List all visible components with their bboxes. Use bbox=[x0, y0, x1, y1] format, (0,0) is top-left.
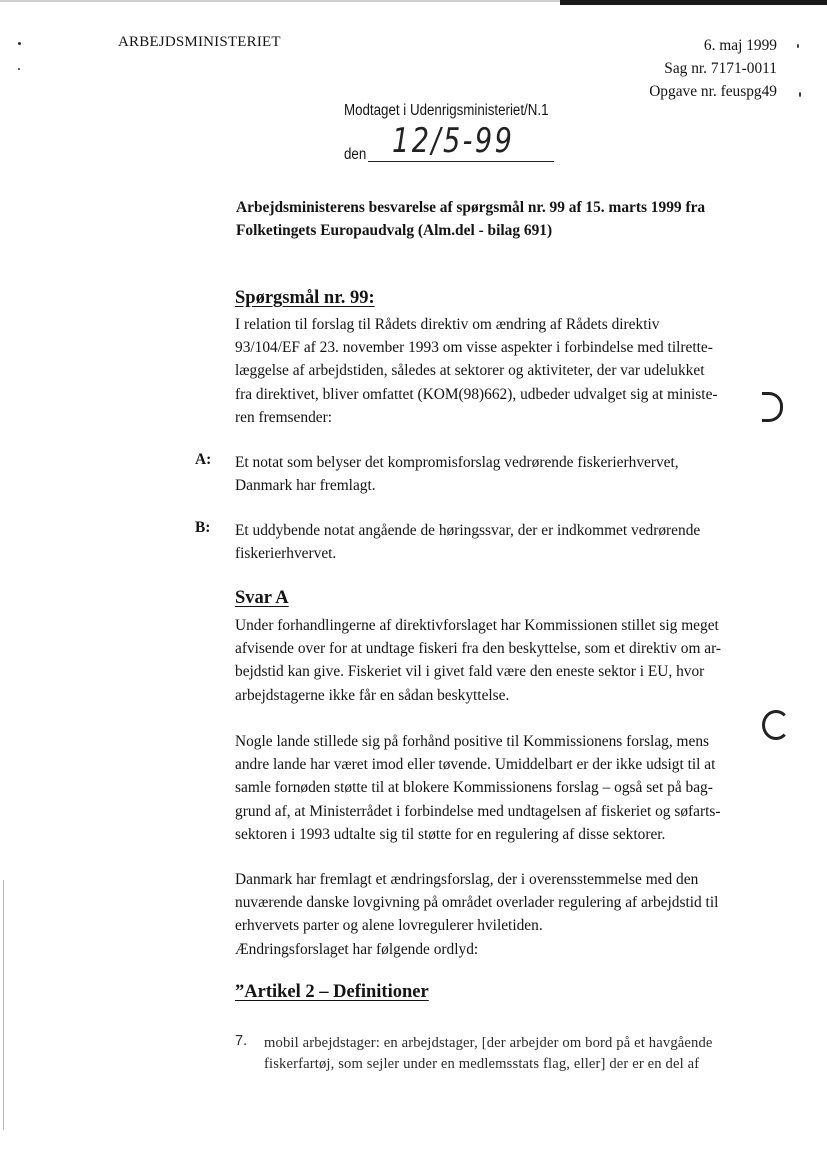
scan-speck bbox=[799, 92, 801, 97]
article-item-text bbox=[264, 1033, 776, 1075]
received-stamp-title: Modtaget i Udenrigsministeriet/N.1 bbox=[344, 102, 549, 119]
question-heading: Spørgsmål nr. 99: bbox=[235, 288, 375, 308]
intro-line: Arbejdsministerens besvarelse af spørgsmål nr. 99 af 15. marts 1999 fra bbox=[236, 199, 706, 216]
text-line: Ændringsforslaget har følgende ordlyd: bbox=[235, 940, 479, 958]
scan-speck bbox=[797, 44, 799, 48]
punch-hole-mark bbox=[762, 392, 783, 422]
article-item-number: 7. bbox=[235, 1033, 248, 1049]
letter-date: 6. maj 1999 bbox=[703, 37, 777, 54]
text-line: Danmark har fremlagt. bbox=[235, 477, 376, 495]
text-line: arbejdstagerne ikke får en sådan beskyttelse. bbox=[235, 686, 510, 704]
received-stamp-line bbox=[368, 161, 554, 162]
article-heading: ”Artikel 2 – Definitioner bbox=[235, 982, 429, 1002]
received-stamp-den-label: den bbox=[344, 146, 367, 163]
text-line: mobil arbejdstager: en arbejdstager, [der arbejder om bord på et havgående bbox=[264, 1035, 713, 1051]
handwritten-received-date: 12/5-99 bbox=[392, 121, 515, 161]
text-line: Nogle lande stillede sig på forhånd positive til Kommissionens forslag, mens bbox=[235, 733, 710, 750]
text-line: bejdstid kan give. Fiskeriet vil i givet fald være den eneste sektor i EU, hvor bbox=[235, 663, 705, 681]
text-line: Et notat som belyser det kompromisforslag vedrørende fiskerierhvervet, bbox=[235, 454, 679, 471]
answer-a-heading: Svar A bbox=[235, 588, 289, 608]
answer-a-paragraph-1 bbox=[235, 614, 775, 707]
intro-heading bbox=[236, 196, 776, 242]
task-number: Opgave nr. feuspg49 bbox=[649, 83, 777, 100]
text-line: fra direktivet, bliver omfattet (KOM(98)662), udbeder udvalget sig at ministe- bbox=[235, 385, 718, 403]
text-line: sektoren i 1993 udtalte sig til støtte for en regulering af disse sektorer. bbox=[235, 825, 666, 843]
text-line: samle fornøden støtte til at blokere Kommissionens forslag – også set på bag- bbox=[235, 779, 713, 797]
text-line: læggelse af arbejdstiden, således at sektorer og aktiviteter, der var udelukket bbox=[235, 362, 705, 380]
item-a-text bbox=[235, 451, 775, 497]
text-line: nuværende danske lovgivning på området overlader regulering af arbejdstid til bbox=[235, 894, 719, 912]
item-b-text bbox=[235, 519, 775, 565]
text-line: afvisende over for at undtage fiskeri fra den beskyttelse, som et direktiv om ar- bbox=[235, 640, 722, 658]
intro-line: Folketingets Europaudvalg (Alm.del - bilag 691) bbox=[236, 222, 553, 239]
question-text bbox=[235, 313, 775, 429]
scan-edge-dark bbox=[560, 0, 827, 5]
text-line: fiskerfartøj, som sejler under en medlemsstats flag, eller] der er en del af bbox=[264, 1056, 700, 1072]
text-line: 93/104/EF af 23. november 1993 om visse aspekter i forbindelse med tilrette- bbox=[235, 339, 713, 357]
text-line: erhvervets parter og alene lovregulerer hviletiden. bbox=[235, 917, 543, 935]
answer-a-paragraph-2 bbox=[235, 730, 775, 846]
scan-speck bbox=[18, 42, 21, 45]
text-line: andre lande har været imod eller tøvende. Umiddelbart er der ikke udsigt til at bbox=[235, 756, 716, 774]
text-line: Under forhandlingerne af direktivforslaget har Kommissionen stillet sig meget bbox=[235, 617, 719, 634]
text-line: grund af, at Ministerrådet i forbindelse med undtagelsen af fiskeriet og søfarts- bbox=[235, 802, 721, 820]
answer-a-paragraph-3 bbox=[235, 868, 775, 961]
text-line: Danmark har fremlagt et ændringsforslag, der i overensstemmelse med den bbox=[235, 871, 699, 888]
ministry-name: ARBEJDSMINISTERIET bbox=[118, 34, 281, 50]
text-line: ren fremsender: bbox=[235, 408, 332, 426]
text-line: Et uddybende notat angående de høringssvar, der er indkommet vedrørende bbox=[235, 522, 701, 539]
item-a-label: A: bbox=[195, 451, 212, 468]
text-line: I relation til forslag til Rådets direktiv om ændring af Rådets direktiv bbox=[235, 316, 660, 333]
text-line: fiskerierhvervet. bbox=[235, 545, 337, 563]
item-b-label: B: bbox=[195, 519, 211, 536]
scan-left-edge bbox=[3, 880, 4, 1130]
case-number: Sag nr. 7171-0011 bbox=[664, 60, 777, 77]
scan-speck bbox=[18, 68, 20, 70]
scan-edge bbox=[0, 0, 560, 2]
